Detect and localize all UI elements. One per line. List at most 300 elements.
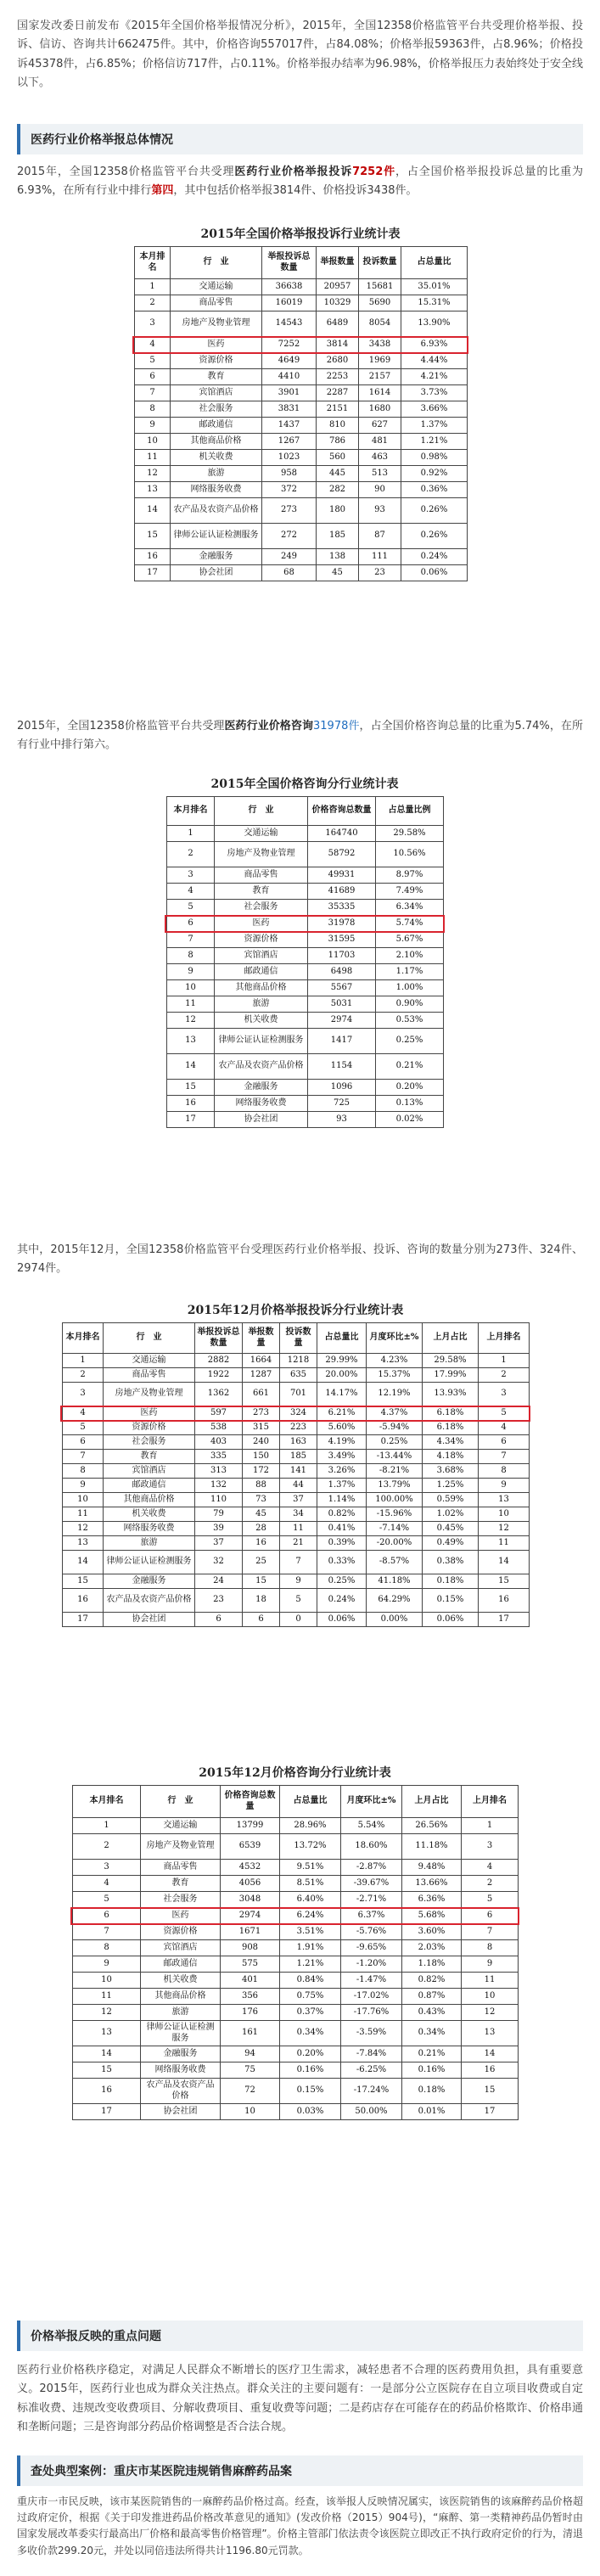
table-cell: 25	[243, 1551, 280, 1574]
table-cell: 2	[63, 1368, 104, 1383]
table-cell: 88	[243, 1479, 280, 1493]
table-cell: 0.26%	[401, 524, 468, 549]
table-consultations-2015	[166, 772, 443, 1128]
table-row	[135, 418, 468, 434]
table-cell: 68	[262, 565, 317, 581]
table-cell: 24	[195, 1574, 243, 1589]
table-cell: 金融服务	[104, 1574, 195, 1589]
table-cell: 13	[167, 1029, 215, 1054]
table-cell: 协会社团	[215, 1112, 308, 1128]
table-cell: 1.17%	[376, 964, 444, 980]
table-cell: 网络服务收费	[104, 1522, 195, 1536]
table-cell: 0.18%	[423, 1574, 479, 1589]
table-title: 2015年全国价格举报投诉行业统计表	[200, 227, 401, 241]
table-cell: 15	[462, 2079, 519, 2104]
table-cell: 8054	[359, 311, 401, 337]
table-row	[73, 1973, 519, 1989]
table-cell: 6.18%	[423, 1421, 479, 1435]
table-cell: 3	[73, 1860, 141, 1876]
table-cell: 其他商品价格	[171, 434, 262, 450]
table-row	[63, 1536, 530, 1551]
table-cell: 49931	[308, 867, 376, 884]
table-cell: 0.21%	[402, 2046, 462, 2062]
table-cell: 0.38%	[423, 1551, 479, 1574]
table-cell: 0	[280, 1613, 317, 1627]
table-cell: 1.14%	[317, 1493, 367, 1507]
table-cell: 401	[221, 1973, 280, 1989]
table-cell: 13	[135, 482, 171, 498]
table-cell: 宾馆酒店	[171, 385, 262, 401]
table-cell: 6	[243, 1613, 280, 1627]
table-cell: -8.57%	[367, 1551, 423, 1574]
column-header: 行 业	[104, 1323, 195, 1354]
table-row	[167, 1029, 444, 1054]
table-cell: -17.76%	[341, 2005, 402, 2021]
table-cell: 网络服务收费	[215, 1096, 308, 1112]
table-row	[135, 466, 468, 482]
table-cell: 5	[280, 1589, 317, 1613]
table-cell: 6.36%	[402, 1892, 462, 1908]
table-row	[63, 1450, 530, 1464]
table-row	[63, 1522, 530, 1536]
table-cell: 172	[243, 1464, 280, 1479]
table-cell: 3048	[221, 1892, 280, 1908]
table-cell: 223	[280, 1421, 317, 1435]
table-cell: 1969	[359, 353, 401, 369]
table-cell: 0.45%	[423, 1522, 479, 1536]
table-cell: 16	[63, 1589, 104, 1613]
table-cell: 社会服务	[215, 900, 308, 916]
table-row	[63, 1551, 530, 1574]
table-cell: -3.59%	[341, 2021, 402, 2046]
table-cell: -1.47%	[341, 1973, 402, 1989]
table-cell: 111	[359, 549, 401, 565]
table-cell: 律师公证认证检测服务	[141, 2021, 221, 2046]
table-cell: 1922	[195, 1368, 243, 1383]
table-cell: 社会服务	[171, 401, 262, 418]
table-cell: 20957	[317, 279, 359, 295]
table-cell: 445	[317, 466, 359, 482]
table-cell: 21	[280, 1536, 317, 1551]
table-row	[167, 842, 444, 867]
table-cell: 0.25%	[376, 1029, 444, 1054]
table-cell: 4	[479, 1421, 530, 1435]
table-cell: 0.25%	[317, 1574, 367, 1589]
table-row	[63, 1613, 530, 1627]
table-cell: 15	[135, 524, 171, 549]
table-row	[135, 385, 468, 401]
table-cell: 1664	[243, 1354, 280, 1368]
table-row	[63, 1383, 530, 1406]
table-cell: 2.03%	[402, 1940, 462, 1956]
table-cell: 29.58%	[423, 1354, 479, 1368]
table-row	[63, 1479, 530, 1493]
table-cell: 3.51%	[280, 1924, 341, 1940]
table-row	[73, 2005, 519, 2021]
table-cell: 0.21%	[376, 1054, 444, 1080]
table-cell: 3.49%	[317, 1450, 367, 1464]
table-cell: 11	[73, 1989, 141, 2005]
table-cell: 房地产及物业管理	[141, 1834, 221, 1860]
table-cell: 31595	[308, 932, 376, 948]
table-cell: 律师公证认证检测服务	[215, 1029, 308, 1054]
table-cell: 0.34%	[280, 2021, 341, 2046]
table-cell: 6539	[221, 1834, 280, 1860]
table-cell: 10	[221, 2104, 280, 2120]
table-cell: 0.90%	[376, 996, 444, 1013]
table-cell: 1	[73, 1818, 141, 1834]
table-cell: 15	[73, 2062, 141, 2079]
table-cell: 7	[135, 385, 171, 401]
table-cell: 0.82%	[317, 1507, 367, 1522]
table-cell: 315	[243, 1421, 280, 1435]
table-cell: 141	[280, 1464, 317, 1479]
table-cell: 3	[135, 311, 171, 337]
table-cell: 11	[479, 1536, 530, 1551]
table-cell: 0.20%	[376, 1080, 444, 1096]
table-cell: 72	[221, 2079, 280, 2104]
table-cell: 其他商品价格	[104, 1493, 195, 1507]
table-cell: 64.29%	[367, 1589, 423, 1613]
table-row	[135, 549, 468, 565]
table-header-row	[73, 1786, 519, 1818]
table-cell: 16	[243, 1536, 280, 1551]
table-cell: 13.66%	[402, 1876, 462, 1892]
table-cell: 20.00%	[317, 1368, 367, 1383]
table-cell: 5	[135, 353, 171, 369]
table-row	[63, 1574, 530, 1589]
table-cell: 1.37%	[401, 418, 468, 434]
table-cell: 93	[359, 498, 401, 524]
table-cell: 1.21%	[280, 1956, 341, 1973]
table-cell: 3	[462, 1834, 519, 1860]
table-row	[73, 1892, 519, 1908]
table-cell: 10	[167, 980, 215, 996]
table-cell: 8.51%	[280, 1876, 341, 1892]
table-cell: 交通运输	[171, 279, 262, 295]
table-row	[135, 434, 468, 450]
table-cell: 2	[73, 1834, 141, 1860]
table-cell: 1267	[262, 434, 317, 450]
table-row	[73, 1924, 519, 1940]
table-cell: 农产品及农资产品价格	[215, 1054, 308, 1080]
table-cell: 0.00%	[367, 1613, 423, 1627]
table-cell: 5	[479, 1406, 530, 1421]
table-cell: 335	[195, 1450, 243, 1464]
table-cell: 1.37%	[317, 1479, 367, 1493]
table-cell: 1218	[280, 1354, 317, 1368]
table-cell: 13799	[221, 1818, 280, 1834]
table-cell: 9	[135, 418, 171, 434]
table-cell: 9	[462, 1956, 519, 1973]
table-cell: 14	[479, 1551, 530, 1574]
column-header: 本月排名	[135, 247, 171, 279]
table-cell: 协会社团	[141, 2104, 221, 2120]
table-cell: 23	[359, 565, 401, 581]
table-cell: 29.99%	[317, 1354, 367, 1368]
table-cell: 12	[63, 1522, 104, 1536]
table-cell: 28	[243, 1522, 280, 1536]
table-cell: 0.01%	[402, 2104, 462, 2120]
table-cell: 0.06%	[401, 565, 468, 581]
table-cell: 交通运输	[104, 1354, 195, 1368]
table-cell: 7	[462, 1924, 519, 1940]
table-cell: 5.60%	[317, 1421, 367, 1435]
table-row	[73, 2062, 519, 2079]
column-header: 行 业	[171, 247, 262, 279]
column-header: 举报数量	[243, 1323, 280, 1354]
table-cell: 176	[221, 2005, 280, 2021]
table-cell: -7.84%	[341, 2046, 402, 2062]
table-cell: 16	[73, 2079, 141, 2104]
table-cell: 5	[63, 1421, 104, 1435]
table-cell: 资源价格	[171, 353, 262, 369]
table-cell: 0.39%	[317, 1536, 367, 1551]
table-cell: 58792	[308, 842, 376, 867]
table-row	[135, 401, 468, 418]
table-cell: 5690	[359, 295, 401, 311]
table-cell: 164740	[308, 826, 376, 842]
table-cell: 1	[63, 1354, 104, 1368]
table-cell: 16	[135, 549, 171, 565]
table-cell: 教育	[215, 884, 308, 900]
table-cell: 3.68%	[423, 1464, 479, 1479]
table-cell: 11	[167, 996, 215, 1013]
table-cell: 医药	[171, 337, 262, 353]
table-cell: 8	[73, 1940, 141, 1956]
table-cell: 资源价格	[215, 932, 308, 948]
table-row	[73, 2021, 519, 2046]
table-cell: 185	[280, 1450, 317, 1464]
table-cell: 11	[63, 1507, 104, 1522]
table-cell: 180	[317, 498, 359, 524]
table-cell: 6	[479, 1435, 530, 1450]
table-cell: 律师公证认证检测服务	[171, 524, 262, 549]
table-row	[135, 279, 468, 295]
table-cell: 11703	[308, 948, 376, 964]
table-cell: 6.24%	[280, 1908, 341, 1924]
table-cell: 810	[317, 418, 359, 434]
table-cell: 13	[63, 1536, 104, 1551]
table-cell: 0.26%	[401, 498, 468, 524]
table-row	[135, 337, 468, 353]
column-header: 占总量比	[401, 247, 468, 279]
table-cell: 2	[167, 842, 215, 867]
table-cell: 14543	[262, 311, 317, 337]
table-cell: 34	[280, 1507, 317, 1522]
table-cell: 0.15%	[280, 2079, 341, 2104]
table-cell: 2151	[317, 401, 359, 418]
table-cell: 机关收费	[171, 450, 262, 466]
table-cell: 14.17%	[317, 1383, 367, 1406]
table-cell: 4.19%	[317, 1435, 367, 1450]
table-row	[167, 1080, 444, 1096]
table-cell: 3.26%	[317, 1464, 367, 1479]
table-cell: 8	[167, 948, 215, 964]
table-cell: 4.34%	[423, 1435, 479, 1450]
table-cell: 5.67%	[376, 932, 444, 948]
column-header: 本月排名	[63, 1323, 104, 1354]
table-cell: 14	[73, 2046, 141, 2062]
table-cell: 7	[63, 1450, 104, 1464]
table-cell: -7.14%	[367, 1522, 423, 1536]
table-cell: 1437	[262, 418, 317, 434]
table-cell: 1.00%	[376, 980, 444, 996]
table-cell: 45	[243, 1507, 280, 1522]
table-cell: 0.06%	[317, 1613, 367, 1627]
table-cell: 1.91%	[280, 1940, 341, 1956]
table-cell: 5	[462, 1892, 519, 1908]
table-row	[63, 1589, 530, 1613]
table-cell: 8	[135, 401, 171, 418]
table-cell: 协会社团	[104, 1613, 195, 1627]
table-row	[135, 498, 468, 524]
table-cell: 185	[317, 524, 359, 549]
table-cell: 15.37%	[367, 1368, 423, 1383]
table-cell: 2	[135, 295, 171, 311]
table-cell: 5	[73, 1892, 141, 1908]
table-cell: 1	[479, 1354, 530, 1368]
table-cell: 356	[221, 1989, 280, 2005]
table-row	[167, 1054, 444, 1080]
table-cell: 661	[243, 1383, 280, 1406]
table-cell: 9.48%	[402, 1860, 462, 1876]
table-cell: 1096	[308, 1080, 376, 1096]
column-header: 上月排名	[462, 1786, 519, 1818]
table-cell: 0.41%	[317, 1522, 367, 1536]
table-cell: 16019	[262, 295, 317, 311]
table-cell: 教育	[104, 1450, 195, 1464]
table-cell: 372	[262, 482, 317, 498]
table-cell: 旅游	[171, 466, 262, 482]
table-cell: 2	[462, 1876, 519, 1892]
table-cell: 10	[462, 1989, 519, 2005]
table-cell: 15.31%	[401, 295, 468, 311]
table-cell: 90	[359, 482, 401, 498]
table-cell: 4.44%	[401, 353, 468, 369]
table-cell: 37	[195, 1536, 243, 1551]
data-table	[72, 1785, 519, 2120]
table-cell: 0.34%	[402, 2021, 462, 2046]
table-cell: 786	[317, 434, 359, 450]
table-cell: 农产品及农资产品价格	[141, 2079, 221, 2104]
table-cell: 16	[462, 2062, 519, 2079]
table-cell: 0.53%	[376, 1013, 444, 1029]
table-row	[63, 1368, 530, 1383]
table-cell: 农产品及农资产品价格	[171, 498, 262, 524]
table-cell: 958	[262, 466, 317, 482]
table-row	[135, 565, 468, 581]
table-cell: 2974	[308, 1013, 376, 1029]
table-cell: 1671	[221, 1924, 280, 1940]
table-cell: -17.02%	[341, 1989, 402, 2005]
table-cell: 0.49%	[423, 1536, 479, 1551]
table-cell: 13	[479, 1493, 530, 1507]
table-cell: 73	[243, 1493, 280, 1507]
table-cell: 0.02%	[376, 1112, 444, 1128]
column-header: 行 业	[215, 797, 308, 826]
table-cell: 0.37%	[280, 2005, 341, 2021]
paragraph-case: 重庆市一市民反映，该市某医院销售的一麻醉药品价格过高。经查，该举报人反映情况属实，该医院销售的该麻醉药品价格超过政府定价，根据《关于印发推进药品价格改革意见的通知》(发改价格（2015）904号)，“麻醉、第一类精神药品仍暂时由国家发展改革委实行最高出厂价格和最高零售价格管理”。价格主管部门依法责令该医院立即改正不执行政府定价的行为，清退多收价款299.20元，并处以同倍违法所得共计1196.80元罚款。	[17, 2495, 583, 2556]
table-cell: 旅游	[104, 1536, 195, 1551]
table-cell: 481	[359, 434, 401, 450]
column-header: 上月占比	[423, 1323, 479, 1354]
table-title: 2015年12月价格咨询分行业统计表	[199, 1766, 391, 1780]
table-cell: 15	[243, 1574, 280, 1589]
table-cell: 交通运输	[141, 1818, 221, 1834]
table-cell: 6	[167, 916, 215, 932]
table-cell: 0.36%	[401, 482, 468, 498]
table-row	[73, 1956, 519, 1973]
table-cell: 8	[462, 1940, 519, 1956]
table-cell: 0.24%	[401, 549, 468, 565]
table-cell: -5.94%	[367, 1421, 423, 1435]
table-cell: 3	[63, 1383, 104, 1406]
table-cell: 6.21%	[317, 1406, 367, 1421]
table-cell: 15	[479, 1574, 530, 1589]
column-header: 月度环比±%	[341, 1786, 402, 1818]
table-cell: 4.18%	[423, 1450, 479, 1464]
column-header: 价格咨询总数量	[308, 797, 376, 826]
table-cell: 4056	[221, 1876, 280, 1892]
table-cell: 机关收费	[104, 1507, 195, 1522]
table-cell: 4	[135, 337, 171, 353]
table-cell: 3901	[262, 385, 317, 401]
table-cell: 0.16%	[280, 2062, 341, 2079]
table-cell: 金融服务	[141, 2046, 221, 2062]
section-heading-overview: 医药行业价格举报总体情况	[17, 124, 583, 154]
table-cell: 商品零售	[104, 1368, 195, 1383]
table-cell: 32	[195, 1551, 243, 1574]
table-row	[135, 450, 468, 466]
column-header: 投诉数量	[359, 247, 401, 279]
table-cell: -1.20%	[341, 1956, 402, 1973]
table-cell: 3831	[262, 401, 317, 418]
table-cell: -2.87%	[341, 1860, 402, 1876]
table-cell: 0.25%	[367, 1435, 423, 1450]
table-cell: 社会服务	[141, 1892, 221, 1908]
table-cell: 4.23%	[367, 1354, 423, 1368]
table-cell: 0.92%	[401, 466, 468, 482]
table-title: 2015年全国价格咨询分行业统计表	[210, 777, 399, 791]
table-cell: 31978	[308, 916, 376, 932]
table-cell: 3438	[359, 337, 401, 353]
table-cell: 100.00%	[367, 1493, 423, 1507]
table-cell: 11	[135, 450, 171, 466]
table-cell: 6	[195, 1613, 243, 1627]
table-row	[73, 1989, 519, 2005]
table-cell: 3.66%	[401, 401, 468, 418]
table-cell: 10	[63, 1493, 104, 1507]
table-cell: 35335	[308, 900, 376, 916]
table-cell: 14	[135, 498, 171, 524]
table-cell: 87	[359, 524, 401, 549]
table-cell: 10	[479, 1507, 530, 1522]
table-cell: 41689	[308, 884, 376, 900]
table-cell: 2.10%	[376, 948, 444, 964]
paragraph-consultations: 2015年，全国12358价格监管平台共受理医药行业价格咨询31978件，占全国价格咨询总量的比重为5.74%，在所有行业中排行第六。	[17, 720, 583, 752]
table-cell: 8	[63, 1464, 104, 1479]
table-cell: 1.02%	[423, 1507, 479, 1522]
column-header: 本月排名	[73, 1786, 141, 1818]
table-cell: 5	[167, 900, 215, 916]
table-row	[167, 980, 444, 996]
table-cell: 1154	[308, 1054, 376, 1080]
table-cell: 513	[359, 466, 401, 482]
table-cell: 15	[63, 1574, 104, 1589]
table-cell: 2882	[195, 1354, 243, 1368]
table-cell: 1	[462, 1818, 519, 1834]
